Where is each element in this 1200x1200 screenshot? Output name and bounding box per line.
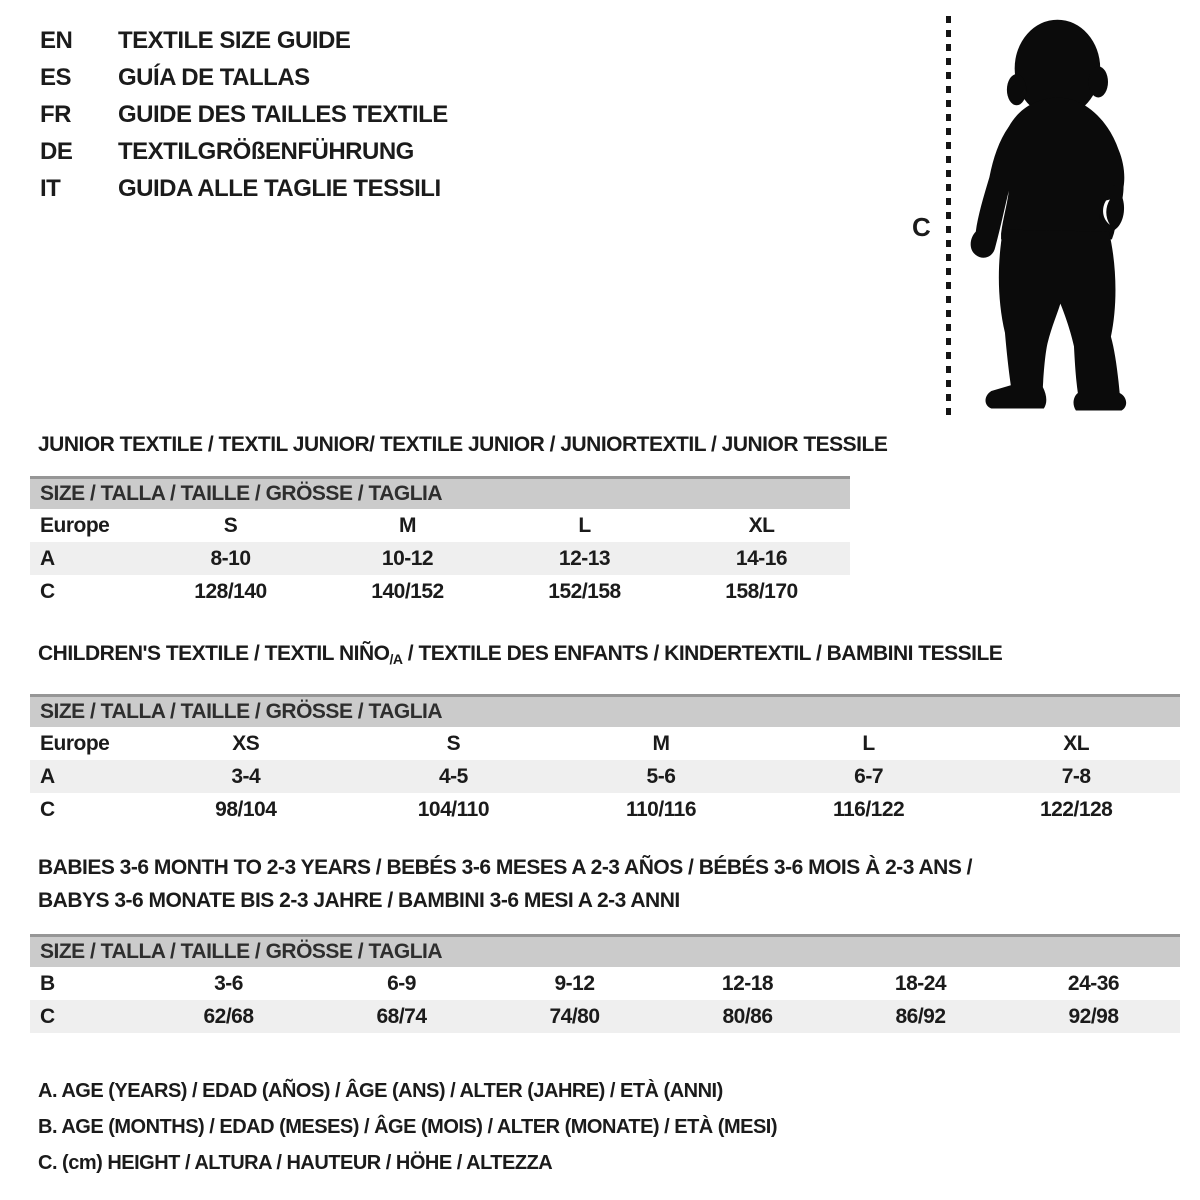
size-cell: 158/170 — [725, 579, 798, 603]
size-cell: 4-5 — [438, 764, 468, 788]
size-cell: 140/152 — [371, 579, 444, 603]
size-cell: 7-8 — [1061, 764, 1091, 788]
section-title-part: / TEXTILE DES ENFANTS / KINDERTEXTIL / BAMBINI TESSILE — [402, 642, 1003, 665]
legend-line-b: B. AGE (MONTHS) / EDAD (MESES) / ÂGE (MOIS) / ALTER (MONATE) / ETÀ (MESI) — [38, 1116, 778, 1138]
language-label: GUÍA DE TALLAS — [118, 63, 310, 91]
language-code: ES — [40, 63, 72, 91]
size-cell: 3-4 — [231, 764, 261, 788]
section-title — [38, 642, 1200, 671]
table-row — [30, 727, 1180, 760]
language-code: DE — [40, 137, 73, 165]
section-title-subscript: /A — [389, 651, 403, 667]
size-cell: 122/128 — [1039, 797, 1113, 821]
language-label: TEXTILE SIZE GUIDE — [118, 26, 351, 54]
size-cell: L — [862, 731, 875, 755]
language-code: FR — [40, 100, 71, 128]
size-cell: 12-18 — [721, 971, 774, 995]
size-cell: 116/122 — [832, 797, 905, 821]
table-row — [30, 760, 1180, 793]
row-label: C — [40, 579, 55, 603]
size-cell: 104/110 — [417, 797, 490, 821]
row-label: A — [40, 764, 55, 788]
size-cell: 18-24 — [894, 971, 947, 995]
language-label: GUIDE DES TAILLES TEXTILE — [118, 100, 448, 128]
section-title: JUNIOR TEXTILE / TEXTIL JUNIOR/ TEXTILE JUNIOR / JUNIORTEXTIL / JUNIOR TESSILE — [38, 433, 888, 456]
junior-size-table — [30, 476, 850, 608]
height-measure-line — [946, 16, 951, 416]
measure-legend — [38, 1073, 1200, 1181]
table-row — [30, 793, 1180, 826]
size-cell: XL — [748, 513, 775, 537]
size-cell: 8-10 — [210, 546, 251, 570]
size-cell: 3-6 — [214, 971, 243, 995]
size-cell: 6-7 — [854, 764, 883, 788]
size-cell: 152/158 — [548, 579, 621, 603]
row-label: Europe — [40, 513, 110, 537]
table-row — [30, 967, 1180, 1000]
table-row — [30, 575, 850, 608]
size-cell: 62/68 — [203, 1004, 254, 1028]
section-children-textile — [30, 642, 1200, 826]
size-cell: 80/86 — [722, 1004, 773, 1028]
table-row — [30, 542, 850, 575]
size-cell: S — [446, 731, 461, 755]
row-label: Europe — [40, 731, 110, 755]
language-label: GUIDA ALLE TAGLIE TESSILI — [118, 174, 441, 202]
size-cell: 74/80 — [549, 1004, 600, 1028]
toddler-silhouette-icon — [958, 10, 1153, 428]
size-cell: 5-6 — [646, 764, 676, 788]
size-cell: 14-16 — [735, 546, 788, 570]
size-header-bar: SIZE / TALLA / TAILLE / GRÖSSE / TAGLIA — [30, 934, 1180, 967]
size-cell: 6-9 — [387, 971, 416, 995]
babies-size-table — [30, 934, 1180, 1033]
section-title-line2: BABYS 3-6 MONATE BIS 2-3 JAHRE / BAMBINI 3-6 MESI A 2-3 ANNI — [38, 889, 680, 912]
size-cell: 10-12 — [381, 546, 434, 570]
size-cell: S — [223, 513, 238, 537]
size-cell: L — [578, 513, 591, 537]
legend-line-a: A. AGE (YEARS) / EDAD (AÑOS) / ÂGE (ANS) / ALTER (JAHRE) / ETÀ (ANNI) — [38, 1080, 723, 1102]
children-size-table — [30, 694, 1180, 826]
size-cell: 86/92 — [895, 1004, 946, 1028]
size-cell: 98/104 — [215, 797, 277, 821]
size-cell: M — [399, 513, 416, 537]
size-cell: 24-36 — [1067, 971, 1120, 995]
measure-label-c: C — [912, 212, 931, 242]
size-header-bar: SIZE / TALLA / TAILLE / GRÖSSE / TAGLIA — [30, 694, 1180, 727]
row-label: A — [40, 546, 55, 570]
legend-line-c: C. (cm) HEIGHT / ALTURA / HAUTEUR / HÖHE / ALTEZZA — [38, 1152, 553, 1174]
size-cell: M — [652, 731, 670, 755]
row-label: C — [40, 797, 55, 821]
language-code: IT — [40, 174, 61, 202]
table-row — [30, 1000, 1180, 1033]
size-cell: 9-12 — [554, 971, 595, 995]
section-title-line1: BABIES 3-6 MONTH TO 2-3 YEARS / BEBÉS 3-6 MESES A 2-3 AÑOS / BÉBÉS 3-6 MOIS À 2-3 ANS / — [38, 856, 973, 879]
size-cell: 110/116 — [625, 797, 697, 821]
size-cell: 128/140 — [194, 579, 267, 603]
language-label: TEXTILGRÖßENFÜHRUNG — [118, 137, 414, 165]
size-cell: XL — [1063, 731, 1090, 755]
row-label: C — [40, 1004, 55, 1028]
size-cell: 92/98 — [1068, 1004, 1119, 1028]
section-junior-textile — [30, 433, 1200, 608]
size-cell: XS — [232, 731, 260, 755]
size-cell: 68/74 — [376, 1004, 427, 1028]
size-header-bar: SIZE / TALLA / TAILLE / GRÖSSE / TAGLIA — [30, 476, 850, 509]
height-measure-figure — [900, 10, 1180, 428]
size-cell: 12-13 — [558, 546, 611, 570]
row-label: B — [40, 971, 55, 995]
section-babies-textile — [30, 851, 1200, 1033]
table-row — [30, 509, 850, 542]
language-code: EN — [40, 26, 73, 54]
section-title-part: CHILDREN'S TEXTILE / TEXTIL NIÑO — [38, 642, 390, 665]
